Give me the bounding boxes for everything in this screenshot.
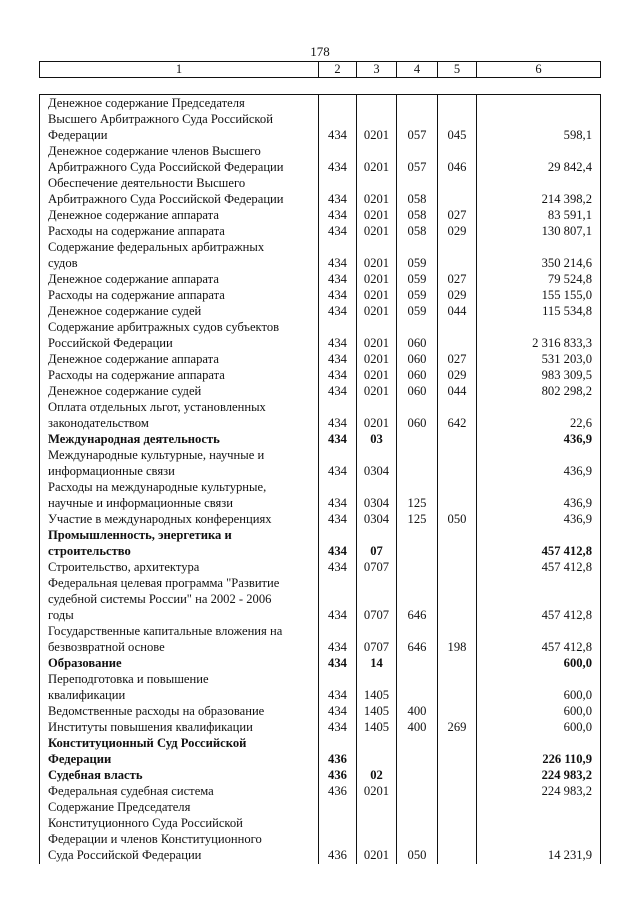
cell-c3: 0201 xyxy=(363,272,390,286)
description-line: Содержание федеральных арбитражных xyxy=(48,240,265,254)
row-description xyxy=(40,367,318,383)
cell-c5: 269 xyxy=(447,720,467,734)
description-line: Федерации xyxy=(48,752,112,766)
cell-c6: 130 807,1 xyxy=(541,224,592,238)
row-description xyxy=(40,399,318,431)
cell-c5: 198 xyxy=(447,640,467,654)
row-description xyxy=(40,623,318,655)
cell-c6: 155 155,0 xyxy=(541,288,592,302)
cell-c2: 434 xyxy=(328,608,347,622)
column-header-2: 2 xyxy=(319,62,357,78)
cell-c5: 027 xyxy=(447,208,467,222)
row-description xyxy=(40,655,318,671)
row-description xyxy=(40,287,318,303)
cell-c2: 434 xyxy=(328,160,347,174)
cell-c6: 224 983,2 xyxy=(541,768,592,782)
row-description xyxy=(40,575,318,623)
description-line: Международные культурные, научные и xyxy=(48,448,265,462)
cell-c2: 434 xyxy=(328,560,347,574)
cell-c6: 457 412,8 xyxy=(541,640,592,654)
cell-c4: 059 xyxy=(407,304,427,318)
column-2 xyxy=(319,95,357,865)
cell-c2: 434 xyxy=(328,496,347,510)
row-description xyxy=(40,271,318,287)
row-description xyxy=(40,207,318,223)
cell-c4: 400 xyxy=(407,720,427,734)
row-description xyxy=(40,735,318,767)
cell-c5: 050 xyxy=(447,512,467,526)
cell-c6: 224 983,2 xyxy=(541,784,592,798)
description-line: Содержание арбитражных судов субъектов xyxy=(48,320,280,334)
cell-c3: 0201 xyxy=(363,224,390,238)
cell-c2: 434 xyxy=(328,304,347,318)
cell-c3: 0201 xyxy=(363,304,390,318)
cell-c3: 1405 xyxy=(363,704,390,718)
description-line: информационные связи xyxy=(48,464,175,478)
column-header-4: 4 xyxy=(397,62,438,78)
cell-c4: 060 xyxy=(407,384,427,398)
description-line: годы xyxy=(48,608,74,622)
cell-c2: 434 xyxy=(328,224,347,238)
description-line: Российской Федерации xyxy=(48,336,173,350)
cell-c3: 14 xyxy=(370,656,383,670)
budget-table xyxy=(39,94,601,864)
description-line: Ведомственные расходы на образование xyxy=(48,704,265,718)
column-6 xyxy=(477,95,601,865)
row-description xyxy=(40,223,318,239)
description-line: Денежное содержание аппарата xyxy=(48,352,219,366)
description-line: Федерации и членов Конституционного xyxy=(48,832,262,846)
description-line: Федеральная судебная система xyxy=(48,784,214,798)
cell-c4: 059 xyxy=(407,256,427,270)
cell-c6: 214 398,2 xyxy=(541,192,592,206)
cell-c6: 531 203,0 xyxy=(541,352,592,366)
cell-c3: 0201 xyxy=(363,256,390,270)
row-description xyxy=(40,559,318,575)
cell-c2: 434 xyxy=(328,432,347,446)
cell-c6: 600,0 xyxy=(563,656,592,670)
cell-c2: 434 xyxy=(328,384,347,398)
cell-c6: 457 412,8 xyxy=(541,560,592,574)
cell-c3: 0201 xyxy=(363,336,390,350)
cell-c4: 060 xyxy=(407,352,427,366)
cell-c6: 350 214,6 xyxy=(541,256,592,270)
row-description xyxy=(40,479,318,511)
cell-c2: 434 xyxy=(328,208,347,222)
cell-c4: 059 xyxy=(407,272,427,286)
description-line: судебной системы России" на 2002 - 2006 xyxy=(48,592,272,606)
cell-c6: 600,0 xyxy=(563,688,592,702)
description-line: Высшего Арбитражного Суда Российской xyxy=(48,112,273,126)
description-line: законодательством xyxy=(48,416,149,430)
description-line: Арбитражного Суда Российской Федерации xyxy=(48,160,284,174)
row-description xyxy=(40,303,318,319)
description-line: Переподготовка и повышение xyxy=(48,672,209,686)
page-number: 178 xyxy=(310,44,330,59)
cell-c3: 0201 xyxy=(363,208,390,222)
cell-c4: 646 xyxy=(407,608,427,622)
description-line: Содержание Председателя xyxy=(48,800,191,814)
description-line: Расходы на содержание аппарата xyxy=(48,288,225,302)
cell-c6: 436,9 xyxy=(563,464,592,478)
cell-c2: 434 xyxy=(328,272,347,286)
row-description xyxy=(40,671,318,703)
cell-c6: 436,9 xyxy=(563,496,592,510)
cell-c6: 802 298,2 xyxy=(541,384,592,398)
cell-c2: 434 xyxy=(328,704,347,718)
cell-c3: 0201 xyxy=(363,848,390,862)
cell-c6: 436,9 xyxy=(563,512,592,526)
column-1 xyxy=(40,95,319,865)
cell-c3: 0201 xyxy=(363,368,390,382)
cell-c3: 0201 xyxy=(363,784,390,798)
cell-c6: 600,0 xyxy=(563,704,592,718)
cell-c3: 0201 xyxy=(363,192,390,206)
cell-c2: 436 xyxy=(328,768,347,782)
cell-c5: 044 xyxy=(447,304,467,318)
cell-c6: 22,6 xyxy=(569,416,592,430)
cell-c4: 646 xyxy=(407,640,427,654)
cell-c6: 457 412,8 xyxy=(541,544,592,558)
cell-c6: 598,1 xyxy=(563,128,592,142)
cell-c3: 0201 xyxy=(363,288,390,302)
cell-c6: 600,0 xyxy=(563,720,592,734)
cell-c3: 07 xyxy=(370,544,383,558)
column-3 xyxy=(357,95,397,865)
description-line: Строительство, архитектура xyxy=(48,560,200,574)
cell-c2: 434 xyxy=(328,336,347,350)
description-line: строительство xyxy=(48,544,131,558)
description-line: Оплата отдельных льгот, установленных xyxy=(48,400,266,414)
cell-c3: 0201 xyxy=(363,160,390,174)
description-line: квалификации xyxy=(48,688,126,702)
row-description xyxy=(40,95,318,143)
description-line: научные и информационные связи xyxy=(48,496,233,510)
cell-c3: 0707 xyxy=(363,640,390,654)
cell-c3: 0707 xyxy=(363,608,390,622)
cell-c4: 125 xyxy=(407,512,427,526)
column-header-6: 6 xyxy=(477,62,601,78)
description-line: Арбитражного Суда Российской Федерации xyxy=(48,192,284,206)
row-description xyxy=(40,511,318,527)
row-description xyxy=(40,239,318,271)
column-header-1: 1 xyxy=(40,62,319,78)
row-description xyxy=(40,431,318,447)
row-description xyxy=(40,719,318,735)
row-description xyxy=(40,351,318,367)
cell-c5: 046 xyxy=(447,160,467,174)
cell-c6: 226 110,9 xyxy=(542,752,592,766)
cell-c4: 060 xyxy=(407,368,427,382)
row-description xyxy=(40,783,318,799)
cell-c2: 434 xyxy=(328,640,347,654)
cell-c3: 03 xyxy=(370,432,383,446)
description-line: безвозвратной основе xyxy=(48,640,165,654)
cell-c2: 436 xyxy=(328,752,347,766)
description-line: Международная деятельность xyxy=(48,432,220,446)
cell-c3: 0201 xyxy=(363,352,390,366)
cell-c4: 057 xyxy=(407,128,427,142)
description-line: Расходы на содержание аппарата xyxy=(48,368,225,382)
cell-c2: 434 xyxy=(328,352,347,366)
description-line: Конституционного Суда Российской xyxy=(48,816,243,830)
cell-c6: 79 524,8 xyxy=(547,272,592,286)
cell-c5: 045 xyxy=(447,128,467,142)
description-line: Обеспечение деятельности Высшего xyxy=(48,176,246,190)
row-description xyxy=(40,767,318,783)
cell-c5: 642 xyxy=(447,416,467,430)
cell-c4: 057 xyxy=(407,160,427,174)
description-line: Денежное содержание аппарата xyxy=(48,208,219,222)
description-line: судов xyxy=(48,256,78,270)
description-line: Денежное содержание судей xyxy=(48,304,202,318)
cell-c3: 0304 xyxy=(363,464,390,478)
cell-c4: 400 xyxy=(407,704,427,718)
description-line: Судебная власть xyxy=(48,768,143,782)
cell-c2: 434 xyxy=(328,368,347,382)
cell-c2: 434 xyxy=(328,464,347,478)
cell-c5: 044 xyxy=(447,384,467,398)
description-line: Конституционный Суд Российской xyxy=(48,736,247,750)
cell-c2: 434 xyxy=(328,688,347,702)
cell-c6: 115 534,8 xyxy=(542,304,592,318)
cell-c5: 027 xyxy=(447,352,467,366)
description-line: Образование xyxy=(48,656,122,670)
row-description xyxy=(40,447,318,479)
cell-c2: 434 xyxy=(328,512,347,526)
cell-c3: 0304 xyxy=(363,496,390,510)
cell-c2: 434 xyxy=(328,416,347,430)
cell-c6: 2 316 833,3 xyxy=(532,336,592,350)
cell-c5: 029 xyxy=(447,224,467,238)
cell-c6: 457 412,8 xyxy=(541,608,592,622)
cell-c2: 434 xyxy=(328,128,347,142)
cell-c4: 060 xyxy=(407,336,427,350)
column-header-5: 5 xyxy=(438,62,477,78)
row-description xyxy=(40,383,318,399)
cell-c2: 434 xyxy=(328,720,347,734)
cell-c3: 0304 xyxy=(363,512,390,526)
row-description xyxy=(40,175,318,207)
description-line: Федерации xyxy=(48,128,108,142)
cell-c6: 14 231,9 xyxy=(547,848,592,862)
cell-c2: 436 xyxy=(328,848,347,862)
cell-c2: 434 xyxy=(328,544,347,558)
description-line: Расходы на содержание аппарата xyxy=(48,224,225,238)
cell-c3: 1405 xyxy=(363,720,390,734)
cell-c4: 050 xyxy=(407,848,427,862)
cell-c4: 058 xyxy=(407,224,427,238)
description-line: Расходы на международные культурные, xyxy=(48,480,267,494)
cell-c3: 0201 xyxy=(363,416,390,430)
cell-c3: 0201 xyxy=(363,384,390,398)
cell-c3: 0707 xyxy=(363,560,390,574)
description-line: Промышленность, энергетика и xyxy=(48,528,232,542)
description-line: Федеральная целевая программа "Развитие xyxy=(48,576,280,590)
description-line: Денежное содержание членов Высшего xyxy=(48,144,261,158)
description-line: Денежное содержание аппарата xyxy=(48,272,219,286)
row-description xyxy=(40,527,318,559)
description-line: Институты повышения квалификации xyxy=(48,720,253,734)
description-line: Денежное содержание Председателя xyxy=(48,96,245,110)
cell-c5: 027 xyxy=(447,272,467,286)
description-line: Денежное содержание судей xyxy=(48,384,202,398)
cell-c4: 125 xyxy=(407,496,427,510)
description-line: Суда Российской Федерации xyxy=(48,848,202,862)
cell-c3: 0201 xyxy=(363,128,390,142)
cell-c2: 434 xyxy=(328,192,347,206)
description-line: Участие в международных конференциях xyxy=(48,512,272,526)
column-header-3: 3 xyxy=(357,62,397,78)
cell-c3: 02 xyxy=(370,768,383,782)
cell-c2: 434 xyxy=(328,288,347,302)
cell-c2: 436 xyxy=(328,784,347,798)
cell-c2: 434 xyxy=(328,256,347,270)
row-description xyxy=(40,799,318,863)
cell-c6: 983 309,5 xyxy=(541,368,592,382)
cell-c4: 060 xyxy=(407,416,427,430)
cell-c4: 058 xyxy=(407,192,427,206)
cell-c2: 434 xyxy=(328,656,347,670)
column-5 xyxy=(438,95,477,865)
cell-c5: 029 xyxy=(447,368,467,382)
cell-c5: 029 xyxy=(447,288,467,302)
cell-c4: 059 xyxy=(407,288,427,302)
description-line: Государственные капитальные вложения на xyxy=(48,624,283,638)
row-description xyxy=(40,703,318,719)
column-header-row xyxy=(39,61,601,78)
column-4 xyxy=(397,95,438,865)
row-description xyxy=(40,143,318,175)
row-description xyxy=(40,319,318,351)
cell-c6: 29 842,4 xyxy=(547,160,592,174)
cell-c6: 83 591,1 xyxy=(547,208,592,222)
cell-c6: 436,9 xyxy=(563,432,592,446)
cell-c3: 1405 xyxy=(363,688,390,702)
cell-c4: 058 xyxy=(407,208,427,222)
